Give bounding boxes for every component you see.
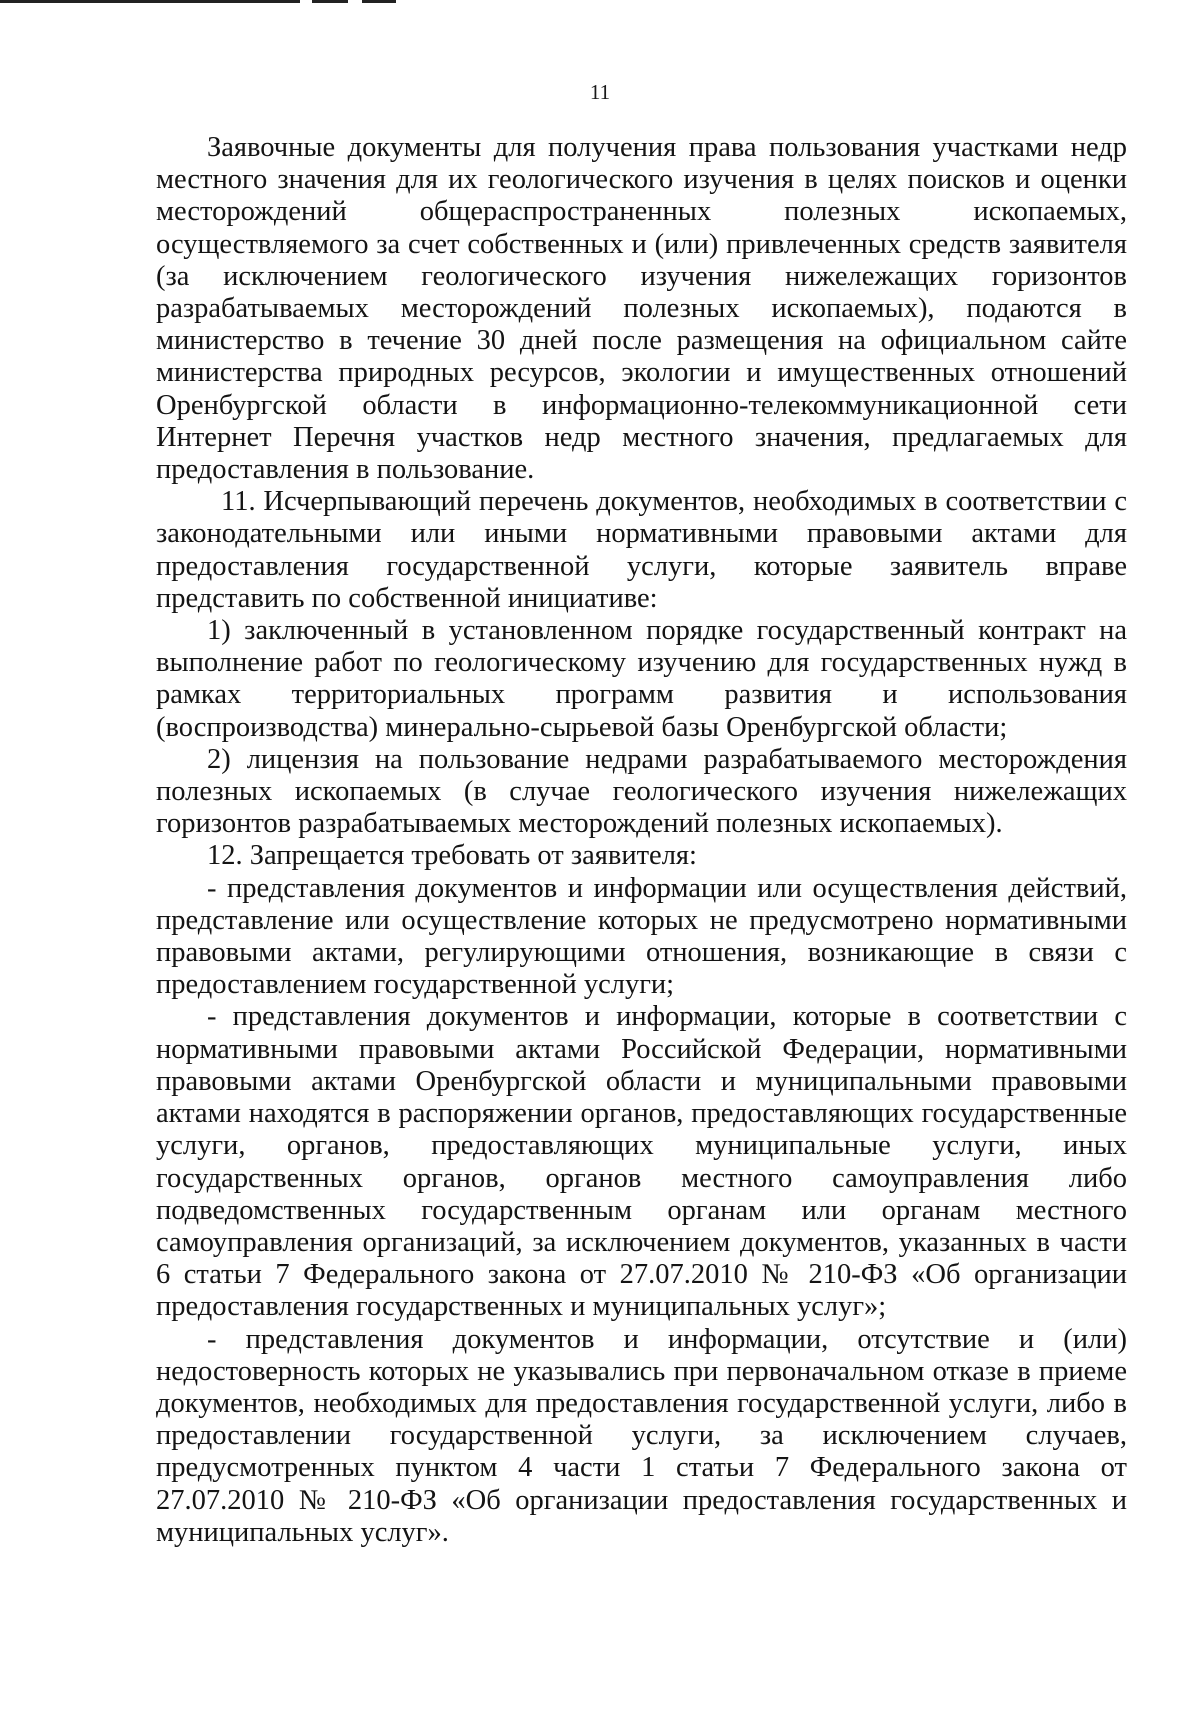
scan-edge-mark — [312, 0, 348, 3]
page-number: 11 — [589, 80, 611, 104]
document-body — [156, 132, 1127, 1549]
paragraph-prohibition-1: - представления документов и информации или осуществления действий, представление или осуществление которых не предусмотрено нормативными правовыми актами, регулирующими отношения, возникающие в связи с предоставлением государственной услуги; — [156, 872, 1127, 1001]
scan-edge-mark — [362, 0, 396, 3]
paragraph-subitem-1: 1) заключенный в установленном порядке государственный контракт на выполнение работ по геологическому изучению для государственных нужд в рамках территориальных программ развития и использования (воспроизводства) минерально-сырьевой базы Оренбургской области; — [156, 615, 1127, 743]
paragraph-subitem-2: 2) лицензия на пользование недрами разрабатываемого месторождения полезных ископаемых (в случае геологического изучения нижележащих горизонтов разрабатываемых месторождений полезных ископаемых). — [156, 743, 1127, 840]
paragraph-prohibition-3: - представления документов и информации, отсутствие и (или) недостоверность которых не указывались при первоначальном отказе в приеме документов, необходимых для предоставления государственной услуги, либо в предоставлении государственной услуги, за исключением случаев, предусмотренных пунктом 4 части 1 статьи 7 Федерального закона от 27.07.2010 № 210-ФЗ «Об организации предоставления государственных и муниципальных услуг». — [156, 1323, 1127, 1548]
paragraph-item-12: 12. Запрещается требовать от заявителя: — [207, 840, 697, 872]
scan-edge-mark — [0, 0, 300, 3]
paragraph-application-documents: Заявочные документы для получения права пользования участками недр местного значения для их геологического изучения в целях поисков и оценки месторождений общераспространенных полезных ископаемых, осуществляемого за счет собственных и (или) привлеченных средств заявителя (за исключением геологического изучения нижележащих горизонтов разрабатываемых месторождений полезных ископаемых), подаются в министерство в течение 30 дней после размещения на официальном сайте министерства природных ресурсов, экологии и имущественных отношений Оренбургской области в информационно-телекоммуникационной сети Интернет Перечня участков недр местного значения, предлагаемых для предоставления в пользование. — [156, 132, 1127, 486]
paragraph-item-11: 11. Исчерпывающий перечень документов, необходимых в соответствии с законодательными или иными нормативными правовыми актами для предоставления государственной услуги, которые заявитель вправе представить по собственной инициативе: — [156, 486, 1127, 614]
paragraph-prohibition-2: - представления документов и информации, которые в соответствии с нормативными правовыми актами Российской Федерации, нормативными правовыми актами Оренбургской области и муниципальными правовыми актами находятся в распоряжении органов, предоставляющих государственные услуги, органов, предоставляющих муниципальные услуги, иных государственных органов, органов местного самоуправления либо подведомственных государственным органам или органам местного самоуправления организаций, за исключением документов, указанных в части 6 статьи 7 Федерального закона от 27.07.2010 № 210-ФЗ «Об организации предоставления государственных и муниципальных услуг»; — [156, 1001, 1127, 1323]
